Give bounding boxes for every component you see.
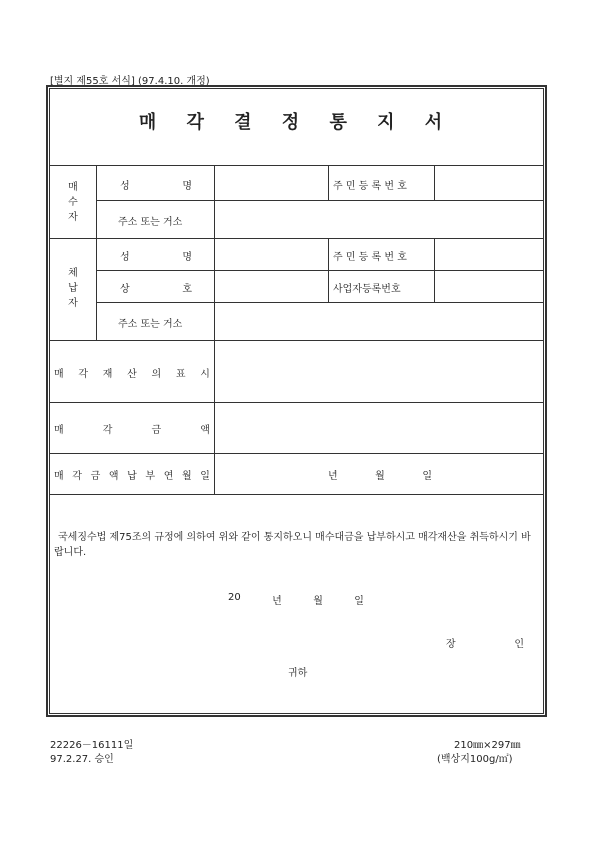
form-header: [별지 제55호 서식] (97.4.10. 개정) [50, 76, 210, 87]
paper-size: 210㎜×297㎜ [454, 740, 521, 751]
form-number: 22226－16111일 [50, 740, 134, 751]
paper-spec: (백상지100g/㎡) [437, 754, 513, 765]
document-title: 매 각 결 정 통 지 서 [138, 112, 455, 133]
property-label: 매 각 재 산 의 표 시 [54, 369, 210, 380]
notice-body: 국세징수법 제75조의 규정에 의하여 위와 같이 통지하오니 매수대금을 납부하시고 매각재산을 취득하시기 바랍니다. [54, 532, 531, 558]
due-date-value: 년 월 일 [328, 471, 432, 482]
delinquent-name-label: 성 명 [120, 252, 192, 263]
issue-date: 20 년 월 일 [228, 592, 364, 607]
buyer-rrn-label: 주 민 등 록 번 호 [333, 181, 407, 192]
addressee: 귀하 [288, 668, 308, 679]
business-name-label: 상 호 [120, 284, 192, 295]
buyer-address-label: 주소 또는 거소 [118, 217, 183, 228]
business-no-label: 사업자등록번호 [333, 284, 401, 295]
due-date-label: 매 각 금 액 납 부 연 월 일 [54, 471, 210, 482]
delinquent-address-label: 주소 또는 거소 [118, 319, 183, 330]
delinquent-rrn-label: 주 민 등 록 번 호 [333, 252, 407, 263]
approval-date: 97.2.27. 승인 [50, 754, 114, 765]
amount-label: 매 각 금 액 [54, 425, 210, 436]
buyer-name-label: 성 명 [120, 181, 192, 192]
buyer-group-label: 매 수 자 [68, 182, 78, 223]
seal-label: 장 인 [446, 639, 524, 650]
delinquent-group-label: 체 납 자 [68, 268, 78, 309]
